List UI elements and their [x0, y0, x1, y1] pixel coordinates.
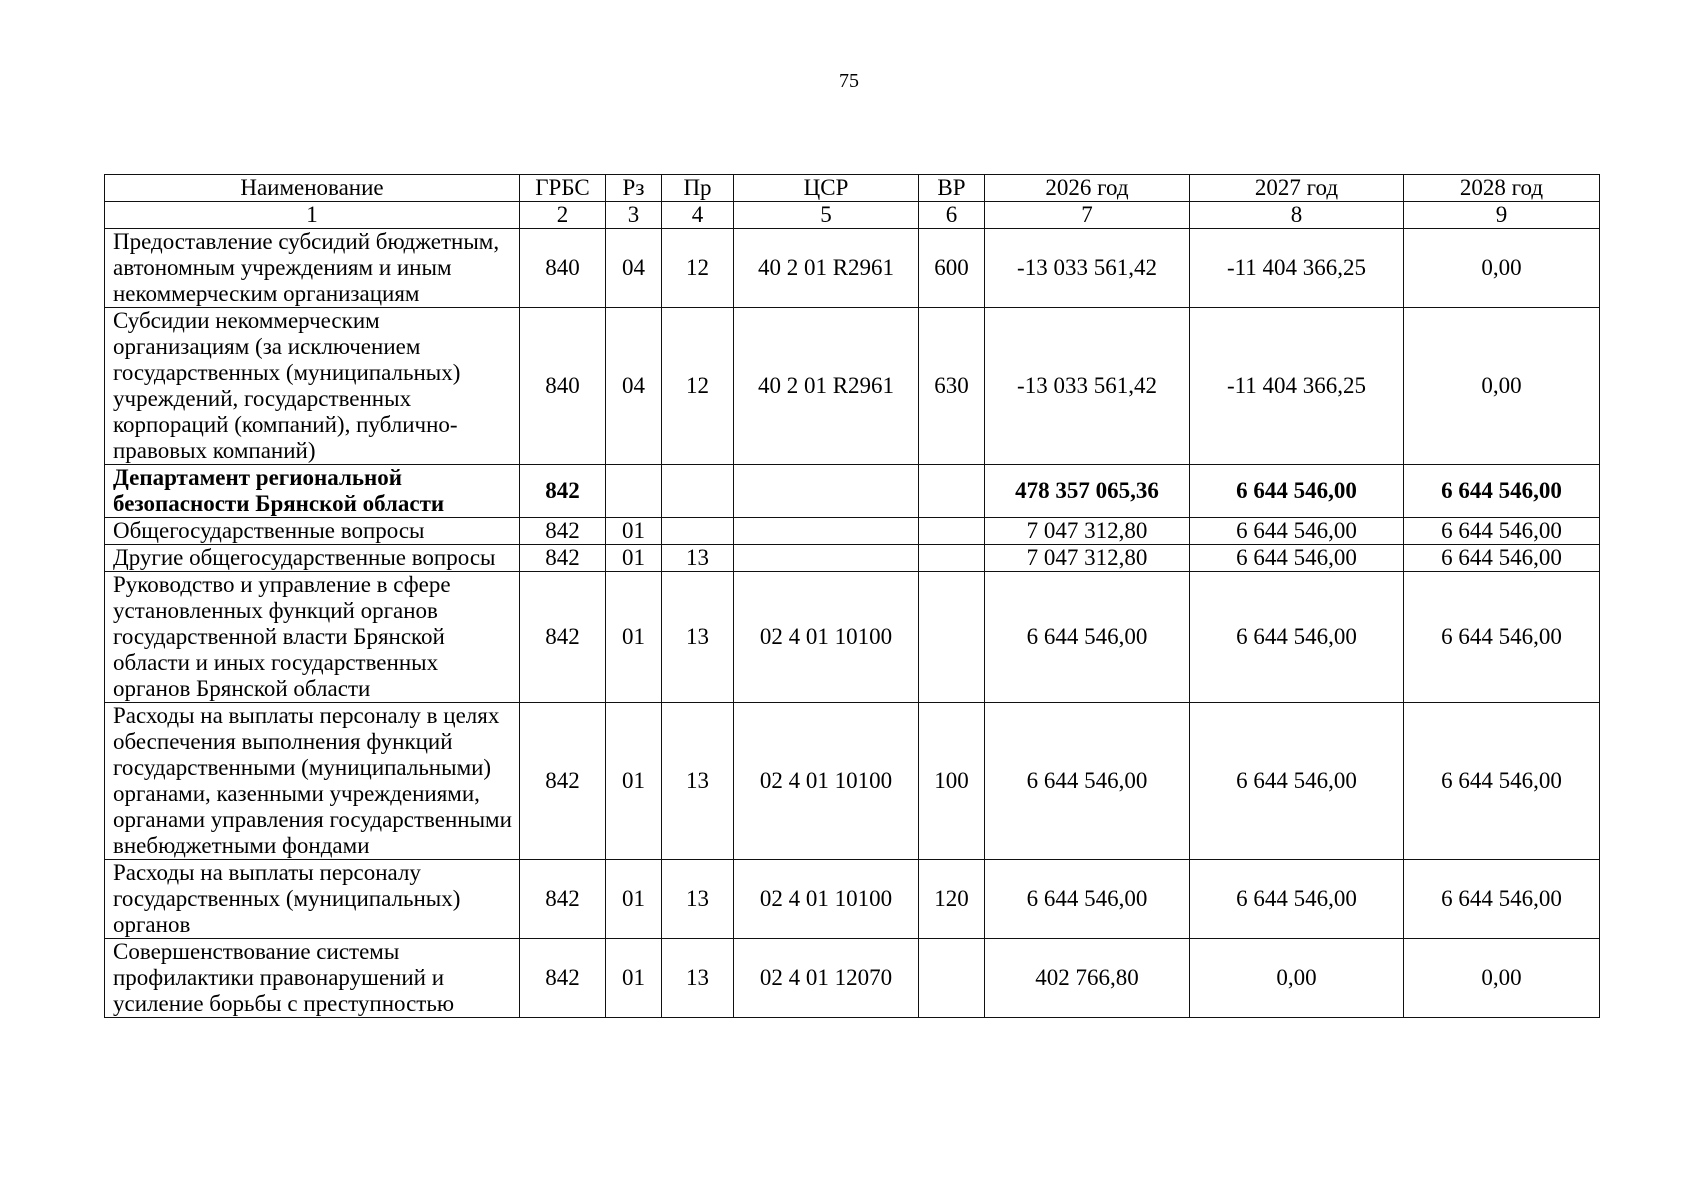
cell-pr: 13 — [662, 703, 734, 860]
table-row — [105, 939, 1600, 1018]
table-header — [105, 175, 1600, 229]
cell-pr: 13 — [662, 860, 734, 939]
cell-vr — [919, 939, 985, 1018]
column-number: 7 — [985, 202, 1190, 229]
cell-year-2027: 6 644 546,00 — [1190, 572, 1404, 703]
cell-rz: 04 — [606, 308, 662, 465]
cell-year-2026: 6 644 546,00 — [985, 572, 1190, 703]
cell-name: Расходы на выплаты персоналу в целях обеспечения выполнения функций государственными (муниципальными) органами, казенными учреждениями, органами управления государственными внебюджетными фондами — [105, 703, 520, 860]
cell-rz: 01 — [606, 518, 662, 545]
header-year-2028: 2028 год — [1404, 175, 1600, 202]
cell-vr: 100 — [919, 703, 985, 860]
cell-year-2028: 6 644 546,00 — [1404, 860, 1600, 939]
header-pr: Пр — [662, 175, 734, 202]
cell-csr: 40 2 01 R2961 — [734, 229, 919, 308]
cell-grbs: 842 — [520, 703, 606, 860]
header-year-2027: 2027 год — [1190, 175, 1404, 202]
cell-year-2026: 7 047 312,80 — [985, 518, 1190, 545]
cell-csr — [734, 518, 919, 545]
cell-vr: 120 — [919, 860, 985, 939]
column-number-row — [105, 202, 1600, 229]
cell-year-2026: 402 766,80 — [985, 939, 1190, 1018]
table-body — [105, 229, 1600, 1018]
cell-csr: 40 2 01 R2961 — [734, 308, 919, 465]
cell-name: Расходы на выплаты персоналу государственных (муниципальных) органов — [105, 860, 520, 939]
column-number: 4 — [662, 202, 734, 229]
cell-year-2028: 0,00 — [1404, 229, 1600, 308]
cell-year-2026: 478 357 065,36 — [985, 465, 1190, 518]
budget-table — [104, 174, 1600, 1018]
table-row — [105, 703, 1600, 860]
cell-year-2027: 6 644 546,00 — [1190, 545, 1404, 572]
cell-rz: 01 — [606, 545, 662, 572]
cell-year-2028: 6 644 546,00 — [1404, 518, 1600, 545]
cell-grbs: 840 — [520, 229, 606, 308]
cell-name: Субсидии некоммерческим организациям (за исключением государственных (муниципальных) учреждений, государственных корпораций (компаний), публично-правовых компаний) — [105, 308, 520, 465]
header-csr: ЦСР — [734, 175, 919, 202]
cell-year-2027: 6 644 546,00 — [1190, 518, 1404, 545]
cell-grbs: 842 — [520, 939, 606, 1018]
cell-name: Департамент региональной безопасности Брянской области — [105, 465, 520, 518]
header-vr: ВР — [919, 175, 985, 202]
column-number: 2 — [520, 202, 606, 229]
table-row — [105, 308, 1600, 465]
cell-pr: 13 — [662, 939, 734, 1018]
cell-name: Общегосударственные вопросы — [105, 518, 520, 545]
cell-grbs: 842 — [520, 518, 606, 545]
column-number: 3 — [606, 202, 662, 229]
cell-vr — [919, 572, 985, 703]
cell-year-2028: 0,00 — [1404, 939, 1600, 1018]
cell-year-2027: 6 644 546,00 — [1190, 860, 1404, 939]
cell-year-2028: 6 644 546,00 — [1404, 465, 1600, 518]
cell-pr: 13 — [662, 572, 734, 703]
cell-name: Совершенствование системы профилактики правонарушений и усиление борьбы с преступностью — [105, 939, 520, 1018]
cell-name: Руководство и управление в сфере установленных функций органов государственной власти Брянской области и иных государственных органов Брянской области — [105, 572, 520, 703]
cell-year-2026: 6 644 546,00 — [985, 860, 1190, 939]
cell-vr: 600 — [919, 229, 985, 308]
cell-grbs: 842 — [520, 572, 606, 703]
cell-year-2028: 6 644 546,00 — [1404, 703, 1600, 860]
column-number: 6 — [919, 202, 985, 229]
cell-rz: 01 — [606, 860, 662, 939]
cell-grbs: 842 — [520, 545, 606, 572]
cell-csr: 02 4 01 10100 — [734, 860, 919, 939]
header-row — [105, 175, 1600, 202]
table-row — [105, 229, 1600, 308]
page-number: 75 — [839, 70, 859, 92]
cell-csr: 02 4 01 10100 — [734, 703, 919, 860]
cell-csr: 02 4 01 10100 — [734, 572, 919, 703]
cell-vr — [919, 465, 985, 518]
table-row — [105, 545, 1600, 572]
cell-rz: 01 — [606, 572, 662, 703]
cell-year-2026: 7 047 312,80 — [985, 545, 1190, 572]
cell-vr: 630 — [919, 308, 985, 465]
cell-year-2027: 6 644 546,00 — [1190, 465, 1404, 518]
cell-pr — [662, 518, 734, 545]
cell-year-2026: -13 033 561,42 — [985, 229, 1190, 308]
cell-year-2028: 6 644 546,00 — [1404, 545, 1600, 572]
cell-rz: 04 — [606, 229, 662, 308]
cell-vr — [919, 545, 985, 572]
column-number: 1 — [105, 202, 520, 229]
cell-vr — [919, 518, 985, 545]
cell-year-2027: -11 404 366,25 — [1190, 229, 1404, 308]
cell-year-2027: 6 644 546,00 — [1190, 703, 1404, 860]
table-row — [105, 860, 1600, 939]
cell-csr — [734, 465, 919, 518]
cell-pr: 12 — [662, 229, 734, 308]
cell-rz — [606, 465, 662, 518]
cell-csr: 02 4 01 12070 — [734, 939, 919, 1018]
cell-year-2026: 6 644 546,00 — [985, 703, 1190, 860]
cell-year-2026: -13 033 561,42 — [985, 308, 1190, 465]
header-rz: Рз — [606, 175, 662, 202]
cell-year-2028: 0,00 — [1404, 308, 1600, 465]
cell-csr — [734, 545, 919, 572]
column-number: 5 — [734, 202, 919, 229]
cell-year-2027: -11 404 366,25 — [1190, 308, 1404, 465]
cell-name: Предоставление субсидий бюджетным, автономным учреждениям и иным некоммерческим организациям — [105, 229, 520, 308]
cell-year-2027: 0,00 — [1190, 939, 1404, 1018]
header-grbs: ГРБС — [520, 175, 606, 202]
cell-pr: 12 — [662, 308, 734, 465]
cell-pr: 13 — [662, 545, 734, 572]
cell-year-2028: 6 644 546,00 — [1404, 572, 1600, 703]
header-name: Наименование — [105, 175, 520, 202]
cell-grbs: 840 — [520, 308, 606, 465]
column-number: 8 — [1190, 202, 1404, 229]
header-year-2026: 2026 год — [985, 175, 1190, 202]
cell-name: Другие общегосударственные вопросы — [105, 545, 520, 572]
table-row — [105, 572, 1600, 703]
column-number: 9 — [1404, 202, 1600, 229]
table-row — [105, 518, 1600, 545]
cell-grbs: 842 — [520, 860, 606, 939]
cell-rz: 01 — [606, 703, 662, 860]
cell-rz: 01 — [606, 939, 662, 1018]
cell-grbs: 842 — [520, 465, 606, 518]
cell-pr — [662, 465, 734, 518]
table-row — [105, 465, 1600, 518]
